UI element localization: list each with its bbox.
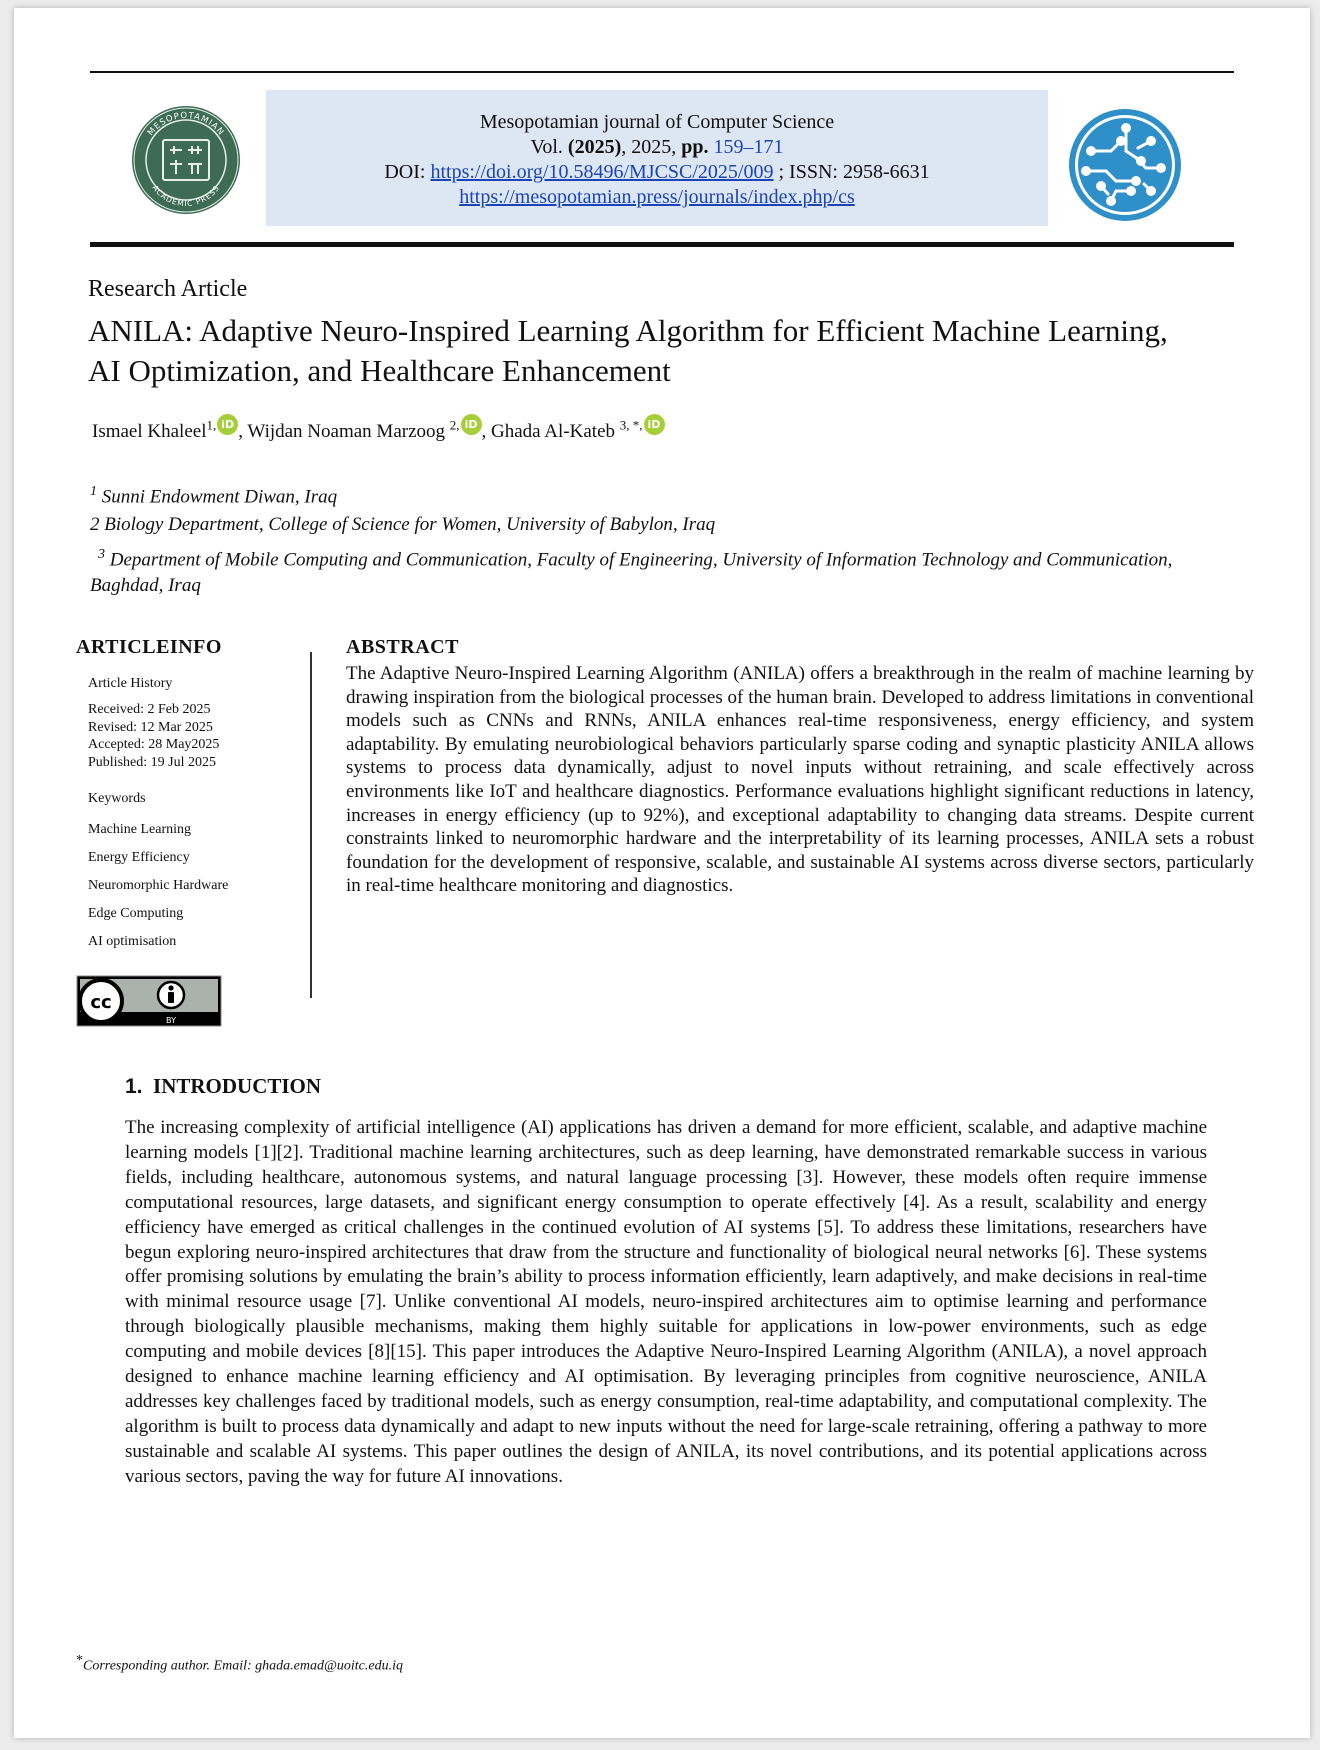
svg-text:ACADEMIC PRESS: ACADEMIC PRESS	[150, 183, 222, 209]
author-name: , Wijdan Noaman Marzoog	[238, 421, 450, 442]
published-date: Published: 19 Jul 2025	[88, 754, 216, 770]
cc-by-license-icon[interactable]	[76, 975, 222, 1027]
article-history-label: Article History	[88, 676, 173, 691]
header-top-rule	[90, 71, 1234, 73]
introduction-text: The increasing complexity of artificial intelligence (AI) applications has driven a demand for more efficient, scalable, and adaptive machine learning models [1][2]. Traditional machine learning architectures, such as deep learning, have demonstrated remarkable success in various fields, including healthcare, autonomous systems, and natural language processing [3]. However, these models often require immense computational resources, large datasets, and significant energy consumption to operate effectively [4]. As a result, scalability and energy efficiency have emerged as critical challenges in the continued evolution of AI systems [5]. To address these limitations, researchers have begun exploring neuro-inspired architectures that draw from the structure and functionality of biological neural networks [6]. These systems offer promising solutions by emulating the brain’s ability to process information efficiently, learn adaptively, and make decisions in real-time with minimal resource usage [7]. Unlike conventional AI models, neuro-inspired architectures aim to optimise learning and performance through biologically plausible mechanisms, making them highly suitable for applications in low-power environments, such as edge computing and mobile devices [8][15]. This paper introduces the Adaptive Neuro-Inspired Learning Algorithm (ANILA), a novel approach designed to enhance machine learning efficiency and AI optimisation. By leveraging principles from cognitive neuroscience, ANILA addresses key challenges faced by traditional models, such as energy consumption, real-time adaptability, and computational complexity. The algorithm is built to process data dynamically and adapt to new inputs without the need for large-scale retraining, offering a pathway to more sustainable and scalable AI systems. This paper outlines the design of ANILA, its novel contributions, and its potential applications across various sectors, paving the way for future AI innovations.	[125, 1117, 1207, 1487]
paper-page	[14, 8, 1310, 1738]
svg-text:cc: cc	[90, 992, 112, 1013]
article-title: ANILA: Adaptive Neuro-Inspired Learning Algorithm for Efficient Machine Learning, AI Optimization, and Healthcare Enhancement	[88, 313, 1168, 388]
orcid-icon[interactable]: iD	[644, 414, 665, 435]
article-info-heading: ARTICLEINFO	[76, 636, 222, 658]
keywords-label: Keywords	[88, 791, 146, 806]
journal-doi: DOI: https://doi.org/10.58496/MJCSC/2025/009 ; ISSN: 2958-6631	[384, 161, 930, 183]
abstract-heading: ABSTRACT	[346, 636, 459, 658]
journal-url-link[interactable]: https://mesopotamian.press/journals/index.php/cs	[459, 186, 855, 208]
svg-text:BY: BY	[166, 1016, 176, 1025]
article-type: Research Article	[88, 276, 248, 302]
affiliation-1: $^1$ Sunni Endowment Diwan, Iraq	[90, 484, 338, 508]
introduction-heading: 1. INTRODUCTION	[125, 1074, 322, 1098]
journal-volume: Vol. (2025), 2025, pp. 159–171	[530, 136, 784, 158]
abstract-text: The Adaptive Neuro-Inspired Learning Algorithm (ANILA) offers a breakthrough in the realm of machine learning by drawing inspiration from the biological processes of the human brain. Developed to address limitations in conventional models such as CNNs and RNNs, ANILA enhances real-time responsiveness, energy efficiency, and system adaptability. By emulating neurobiological behaviors particularly sparse coding and synaptic plasticity ANILA allows systems to process data dynamically, adjust to novel inputs without retraining, and scale effectively across environments like IoT and healthcare diagnostics. Performance evaluations highlight significant reductions in latency, increases in energy efficiency (up to 92%), and exceptional adaptability to changing data streams. Despite current constraints linked to neuromorphic hardware and the interpretability of its learning processes, ANILA sets a robust foundation for the development of responsive, scalable, and sustainable AI systems across diverse sectors, particularly in real-time healthcare monitoring and diagnostics.	[346, 663, 1254, 897]
svg-text:MESOPOTAMIAN: MESOPOTAMIAN	[145, 110, 227, 138]
author-name: , Ghada Al-Kateb	[481, 421, 620, 442]
article-dates	[88, 701, 219, 771]
keyword-list	[88, 816, 228, 956]
author-name: Ismael Khaleel	[92, 421, 207, 442]
author-list: Ismael Khaleel$^{1,}$ iD , Wijdan Noaman Marzoog $^{2,}$ iD , Ghada Al-Kateb $^{3, *,}$ iD	[92, 414, 665, 443]
keyword-item: Neuromorphic Hardware	[88, 878, 229, 893]
header-bottom-rule	[90, 242, 1234, 247]
journal-header-box	[266, 90, 1048, 226]
accepted-date: Accepted: 28 May2025	[88, 737, 220, 752]
column-divider	[310, 652, 312, 998]
journal-name: Mesopotamian journal of Computer Science	[479, 111, 835, 133]
revised-date: Revised: 12 Mar 2025	[88, 719, 213, 735]
corresponding-author-footnote: *Corresponding author. Email: ghada.emad@uoitc.edu.iq	[76, 1653, 403, 1674]
keyword-item: Machine Learning	[88, 822, 192, 837]
doi-link[interactable]: https://doi.org/10.58496/MJCSC/2025/009	[430, 161, 774, 183]
mesopotamian-press-logo-icon	[130, 104, 242, 216]
affiliation-2: 2 Biology Department, College of Science for Women, University of Babylon, Iraq	[90, 514, 716, 535]
keyword-item: Edge Computing	[88, 906, 184, 921]
keyword-item: Energy Efficiency	[88, 850, 190, 865]
orcid-icon[interactable]: iD	[217, 414, 238, 435]
affiliation-3: $^3$ Department of Mobile Computing and Communication, Faculty of Engineering, University of Information Technology and Communication, Baghdad, Iraq	[90, 547, 1173, 597]
received-date: Received: 2 Feb 2025	[88, 702, 211, 717]
orcid-icon[interactable]: iD	[461, 414, 482, 435]
circuit-globe-logo-icon	[1066, 106, 1184, 224]
keyword-item: AI optimisation	[88, 934, 177, 949]
